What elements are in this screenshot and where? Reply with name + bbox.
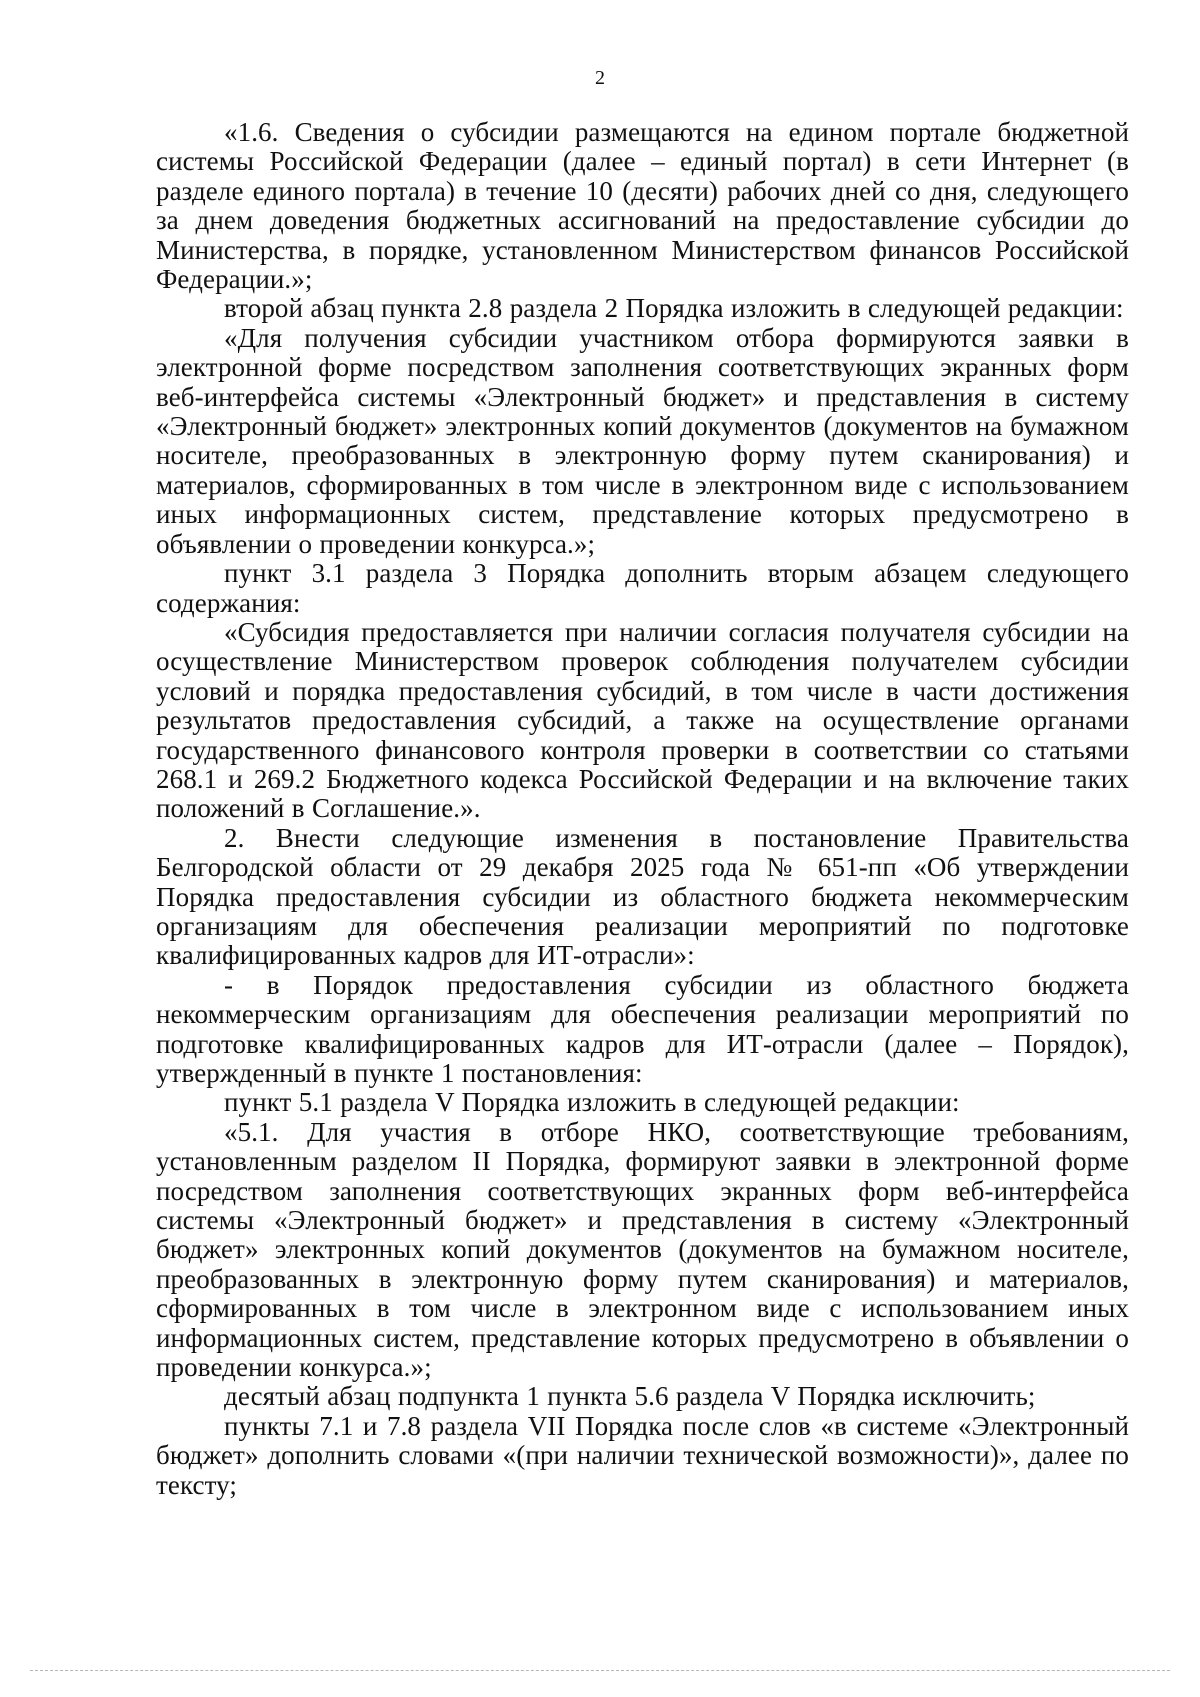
paragraph-5-1-text: «5.1. Для участия в отборе НКО, соответствующие требованиям, установленным разделом II Порядка, формируют заявки в электронной форме посредством заполнения соответствующих экранных форм веб-интерфейса системы «Электронный бюджет» и представления в систему «Электронный бюджет» электронных копий документов (документов на бумажном носителе, преобразованных в электронную форму путем сканирования) и материалов, сформированных в том числе в электронном виде с использованием иных информационных систем, представление которых предусмотрено в объявлении о проведении конкурса.»; — [156, 1116, 1129, 1383]
page-number: 2 — [595, 67, 605, 89]
paragraph-1-6-subsidy-info: «1.6. Сведения о субсидии размещаются на едином портале бюджетной системы Российской Федерации (далее – единый портал) в сети Интернет (в разделе единого портала) в течение 10 (десяти) рабочих дней со дня, следующего за днем доведения бюджетных ассигнований на предоставление субсидии до Министерства, в порядке, установленном Министерством финансов Российской Федерации.»; — [156, 117, 1129, 295]
paragraph-item-2: 2. Внести следующие изменения в постановление Правительства Белгородской области от 29 декабря 2025 года № 651-пп «Об утверждении Порядка предоставления субсидии из областного бюджета некоммерческим организациям для обеспечения реализации мероприятий по подготовке квалифицированных кадров для ИТ-отрасли»: — [156, 822, 1129, 971]
scan-edge-line — [30, 1670, 1170, 1671]
paragraph-amend-5-1: пункт 5.1 раздела V Порядка изложить в следующей редакции: — [224, 1087, 960, 1118]
paragraph-consent-text: «Субсидия предоставляется при наличии согласия получателя субсидии на осуществление Министерством проверок соблюдения получателем субсидии условий и порядка предоставления субсидий, в том числе в части достижения результатов предоставления субсидий, а также на осуществление органами государственного финансового контроля проверки в соответствии со статьями 268.1 и 269.2 Бюджетного кодекса Российской Федерации и на включение таких положений в Соглашение.». — [156, 616, 1129, 824]
paragraph-amend-3-1: пункт 3.1 раздела 3 Порядка дополнить вторым абзацем следующего содержания: — [156, 558, 1129, 618]
paragraph-procedure-list-item: - в Порядок предоставления субсидии из областного бюджета некоммерческим организациям для обеспечения реализации мероприятий по подготовке квалифицированных кадров для ИТ-отрасли (далее – Порядок), утвержденный в пункте 1 постановления: — [156, 969, 1129, 1088]
paragraph-amend-7-1-7-8: пункты 7.1 и 7.8 раздела VII Порядка после слов «в системе «Электронный бюджет» дополнить словами «(при наличии технической возможности)», далее по тексту; — [156, 1410, 1129, 1500]
paragraph-application-text: «Для получения субсидии участником отбора формируются заявки в электронной форме посредством заполнения соответствующих экранных форм веб-интерфейса системы «Электронный бюджет» и представления в систему «Электронный бюджет» электронных копий документов (документов на бумажном носителе, преобразованных в электронную форму путем сканирования) и материалов, сформированных в том числе в электронном виде с использованием иных информационных систем, представление которых предусмотрено в объявлении о проведении конкурса.»; — [156, 322, 1129, 559]
document-body — [156, 118, 1129, 1500]
paragraph-amend-2-8: второй абзац пункта 2.8 раздела 2 Порядка изложить в следующей редакции: — [224, 293, 1124, 324]
paragraph-exclude-5-6: десятый абзац подпункта 1 пункта 5.6 раздела V Порядка исключить; — [224, 1381, 1036, 1412]
